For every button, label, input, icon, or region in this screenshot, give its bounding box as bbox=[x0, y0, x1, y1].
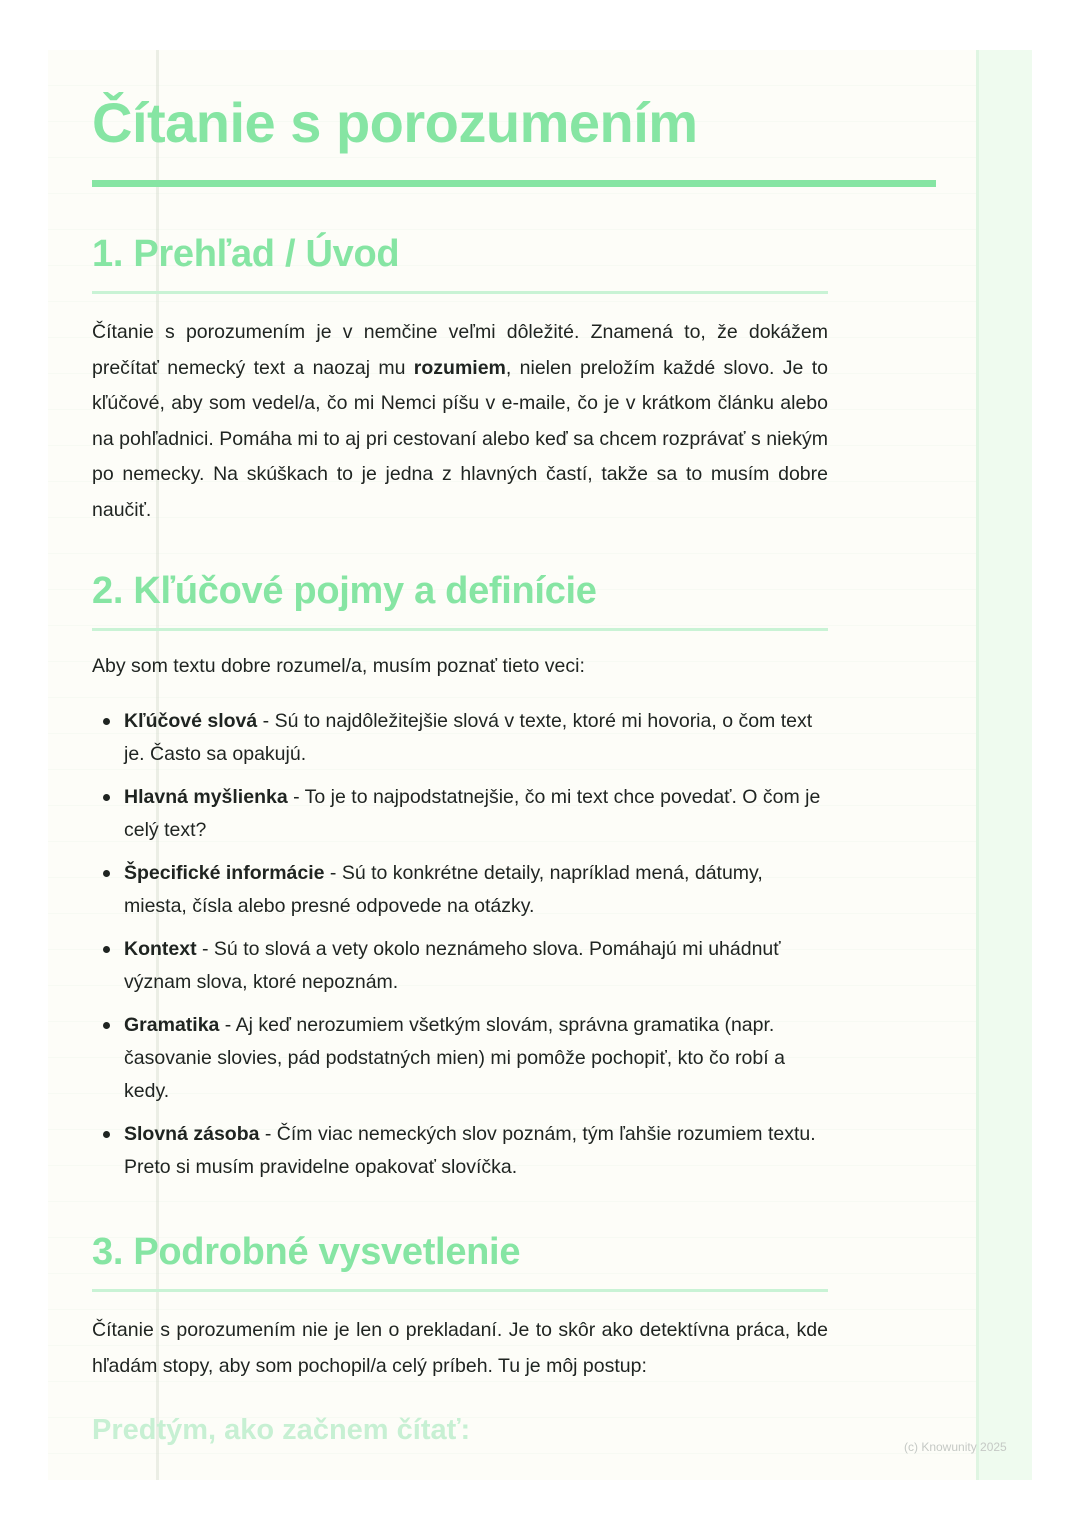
section-overview bbox=[92, 231, 828, 528]
term-text: - Sú to najdôležitejšie slová v texte, ktoré mi hovoria, o čom text je. Často sa opakujú. bbox=[124, 710, 813, 765]
section-paragraph: Čítanie s porozumením nie je len o prekladaní. Je to skôr ako detektívna práca, kde hľadám stopy, aby som pochopil/a celý príbeh. Tu je môj postup: bbox=[92, 1319, 828, 1377]
term-label: Kľúčové slová bbox=[124, 710, 258, 732]
list-item bbox=[92, 857, 828, 923]
terms-list bbox=[92, 705, 828, 1184]
bullet-icon bbox=[103, 1022, 110, 1029]
section-heading: 1. Prehľad / Úvod bbox=[92, 233, 400, 275]
copyright-text: (c) Knowunity 2025 bbox=[904, 1440, 1007, 1454]
bullet-icon bbox=[103, 946, 110, 953]
paragraph-text: , nielen preložím každé slovo. Je to kľúčové, aby som vedel/a, čo mi Nemci píšu v e-maile, čo je v krátkom článku alebo na pohľadnici. Pomáha mi to aj pri cestovaní alebo keď sa chcem rozprávať s niekým po nemecky. Na skúškach to je jedna z hlavných častí, takže sa to musím dobre naučiť. bbox=[92, 356, 828, 521]
term-label: Hlavná myšlienka bbox=[124, 786, 288, 808]
subsection-heading: Predtým, ako začnem čítať: bbox=[92, 1414, 471, 1446]
term-text: - Sú to konkrétne detaily, napríklad mená, dátumy, miesta, čísla alebo presné odpovede na otázky. bbox=[124, 862, 763, 917]
side-strip bbox=[976, 50, 1032, 1480]
section-rule bbox=[92, 291, 828, 294]
section-heading: 2. Kľúčové pojmy a definície bbox=[92, 570, 597, 612]
list-item bbox=[92, 705, 828, 771]
list-item bbox=[92, 1009, 828, 1108]
title-rule bbox=[92, 180, 936, 187]
bullet-icon bbox=[103, 718, 110, 725]
section-heading: 3. Podrobné vysvetlenie bbox=[92, 1231, 521, 1273]
list-item bbox=[92, 1118, 828, 1184]
list-item bbox=[92, 933, 828, 999]
section-detailed-explanation bbox=[92, 1229, 828, 1384]
paragraph-bold: rozumiem bbox=[413, 356, 506, 379]
term-label: Gramatika bbox=[124, 1014, 220, 1036]
section-paragraph bbox=[92, 315, 828, 528]
paragraph-text: Čítanie s porozumením je v nemčine veľmi dôležité. Znamená to, že dokážem prečítať nemecký text a naozaj mu bbox=[92, 321, 828, 379]
page-title: Čítanie s porozumením bbox=[92, 91, 698, 154]
term-text: - Aj keď nerozumiem všetkým slovám, správna gramatika (napr. časovanie slovies, pád podstatných mien) mi pomôže pochopiť, kto čo robí a kedy. bbox=[124, 1014, 785, 1102]
term-label: Slovná zásoba bbox=[124, 1123, 260, 1145]
term-text: - Sú to slová a vety okolo neznámeho slova. Pomáhajú mi uhádnuť význam slova, ktoré nepoznám. bbox=[124, 938, 781, 993]
section-rule bbox=[92, 1289, 828, 1292]
term-text: - Čím viac nemeckých slov poznám, tým ľahšie rozumiem textu. Preto si musím pravidelne opakovať slovíčka. bbox=[124, 1123, 816, 1178]
term-label: Kontext bbox=[124, 938, 197, 960]
section-intro: Aby som textu dobre rozumel/a, musím poznať tieto veci: bbox=[92, 655, 585, 677]
bullet-icon bbox=[103, 1131, 110, 1138]
term-text: - To je to najpodstatnejšie, čo mi text chce povedať. O čom je celý text? bbox=[124, 786, 821, 841]
section-key-terms bbox=[92, 568, 828, 1194]
list-item bbox=[92, 781, 828, 847]
bullet-icon bbox=[103, 870, 110, 877]
term-label: Špecifické informácie bbox=[124, 862, 325, 884]
section-rule bbox=[92, 628, 828, 631]
bullet-icon bbox=[103, 794, 110, 801]
